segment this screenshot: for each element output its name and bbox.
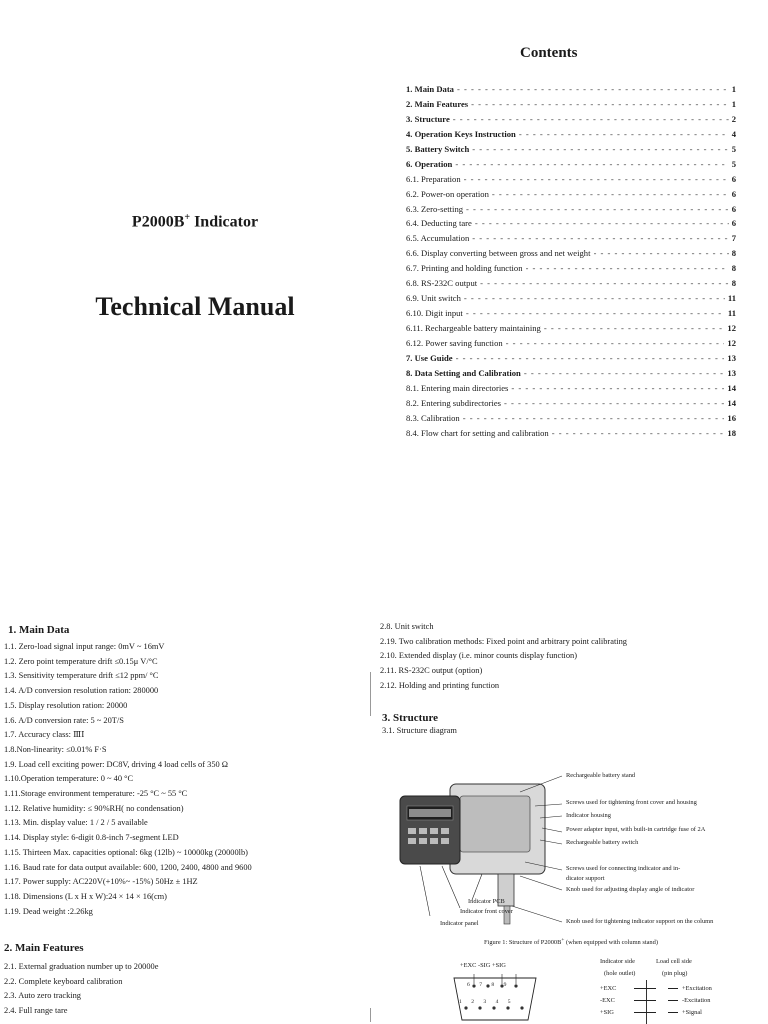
toc-entry	[406, 291, 736, 306]
toc-entry	[406, 187, 736, 202]
toc-entry-page: 18	[727, 427, 736, 438]
main-data-item: 1.10.Operation temperature: 0 ~ 40 °C	[4, 774, 134, 784]
wire-line	[634, 988, 656, 989]
toc-entry	[406, 411, 736, 426]
main-data-item: 1.2. Zero point temperature drift ≤0.15μ V/°C	[4, 656, 158, 666]
connector-diagram	[450, 972, 540, 1024]
main-data-item: 1.4. A/D conversion resolution ration: 280000	[4, 686, 159, 696]
callout-tightening-knob: Knob used for tightening indicator support on the column	[566, 918, 714, 925]
toc-entry	[406, 97, 736, 112]
main-feature-item: 2.4. Full range tare	[4, 1006, 68, 1016]
toc-leader	[506, 336, 725, 351]
wire-line	[634, 1012, 656, 1013]
toc-entry-page: 4	[731, 128, 736, 139]
toc-entry	[406, 351, 736, 366]
toc-entry	[406, 246, 736, 261]
structure-sub-heading: 3.1. Structure diagram	[382, 725, 457, 735]
toc-entry-title: 8.1. Entering main directories	[406, 382, 509, 393]
toc-entry-title: 6. Operation	[406, 158, 453, 169]
toc-entry-title: 6.3. Zero-setting	[406, 203, 464, 214]
toc-entry	[406, 82, 736, 97]
toc-entry-page: 14	[727, 382, 736, 393]
feature-item: 2.12. Holding and printing function	[380, 680, 500, 690]
toc-entry-title: 8.3. Calibration	[406, 412, 460, 423]
toc-entry-title: 8.4. Flow chart for setting and calibration	[406, 427, 549, 438]
toc-entry-page: 11	[727, 308, 736, 319]
callout-support-screws-2: dicator support	[566, 875, 605, 882]
main-data-list	[4, 640, 364, 919]
wire-line	[668, 988, 678, 989]
toc-entry-title: 7. Use Guide	[406, 352, 453, 363]
main-features-section	[4, 942, 364, 1019]
main-data-item: 1.18. Dimensions (L x H x W):24 × 14 × 16(cm)	[4, 891, 167, 901]
wire-row	[600, 982, 760, 994]
toc-entry-page: 2	[731, 113, 736, 124]
toc-entry-title: 8.2. Entering subdirectories	[406, 397, 501, 408]
main-features-heading: 2. Main Features	[4, 942, 84, 954]
toc-entry-title: 6.10. Digit input	[406, 308, 463, 319]
wire-row	[600, 994, 760, 1006]
toc-entry-title: 6.9. Unit switch	[406, 293, 461, 304]
feature-item: 2.11. RS-232C output (option)	[380, 666, 483, 676]
cover-model: P2000B	[131, 213, 185, 231]
main-data-item: 1.9. Load cell exciting power: DC8V, driving 4 load cells of 350 Ω	[4, 759, 229, 769]
label-indicator-pcb: Indicator PCB	[468, 898, 505, 905]
callout-support-screws: Screws used for connecting indicator and in-	[566, 865, 681, 872]
main-data-item: 1.14. Display style: 6-digit 0.8-inch 7-segment LED	[4, 833, 179, 843]
toc-leader	[457, 82, 729, 97]
wire-loadcell-side: +Excitation	[682, 984, 712, 992]
main-data-item: 1.1. Zero-load signal input range: 0mV ~ 16mV	[4, 642, 165, 651]
structure-heading: 3. Structure	[382, 711, 439, 724]
toc-leader	[504, 396, 724, 411]
features-continued-list	[380, 620, 760, 694]
table-head-loadcell: Load cell side	[656, 958, 692, 965]
toc-leader	[464, 172, 729, 187]
wire-table	[600, 982, 760, 1018]
toc-leader	[526, 261, 729, 276]
toc-leader	[471, 97, 729, 112]
main-data-item: 1.7. Accuracy class: ⅢⅠ	[4, 730, 85, 740]
toc-entry-page: 16	[727, 412, 736, 423]
main-data-item: 1.12. Relative humidity: ≤ 90%RH( no condensation)	[4, 803, 184, 813]
toc-leader	[472, 231, 728, 246]
toc-entry	[406, 216, 736, 231]
toc-entry-page: 5	[731, 158, 736, 169]
toc-leader	[466, 306, 725, 321]
toc-leader	[492, 187, 729, 202]
toc-entry	[406, 261, 736, 276]
toc-entry-title: 4. Operation Keys Instruction	[406, 128, 516, 139]
main-data-item: 1.19. Dead weight :2.26kg	[4, 906, 93, 916]
connector-pins-bottom: 1 2 3 4 5	[459, 999, 511, 1005]
toc-entry-title: 5. Battery Switch	[406, 143, 470, 154]
toc-entry	[406, 336, 736, 351]
cover-model-sup: +	[184, 212, 191, 223]
column-divider	[370, 672, 371, 716]
main-feature-item: 2.2. Complete keyboard calibration	[4, 976, 123, 986]
label-front-cover: Indicator front cover	[460, 908, 513, 915]
toc-entry-page: 12	[727, 337, 736, 348]
toc-entry-page: 11	[727, 293, 736, 304]
main-features-list	[4, 960, 364, 1019]
feature-item: 2.8. Unit switch	[380, 622, 434, 631]
toc-leader	[511, 381, 724, 396]
toc-entry-title: 6.12. Power saving function	[406, 337, 503, 348]
cover-model-suffix: Indicator	[190, 213, 259, 231]
toc-entry	[406, 366, 736, 381]
toc-entry-page: 6	[731, 173, 736, 184]
connector-pins-top: 6 7 8 9	[467, 982, 507, 988]
callout-power-adapter: Power adapter input, with built-in cartridge fuse of 2A	[566, 826, 706, 833]
cover-title: Technical Manual	[95, 292, 295, 321]
features-continued	[380, 620, 760, 738]
toc-entry-page: 7	[731, 233, 736, 244]
toc-leader	[463, 411, 725, 426]
main-data-item: 1.5. Display resolution ration: 20000	[4, 700, 128, 710]
toc-entry	[406, 276, 736, 291]
toc-entry-page: 6	[731, 218, 736, 229]
main-data-item: 1.3. Sensitivity temperature drift ≤12 ppm/ °C	[4, 671, 159, 681]
toc-entry-title: 8. Data Setting and Calibration	[406, 367, 521, 378]
table-head-indicator-sub: (hole outlet)	[604, 970, 636, 977]
table-head-loadcell-sub: (pin plug)	[662, 970, 688, 977]
wire-indicator-side: -EXC	[600, 996, 615, 1004]
callout-angle-knob: Knob used for adjusting display angle of indicator	[566, 886, 695, 893]
toc-leader	[453, 112, 729, 127]
cover-model-title	[60, 212, 330, 231]
toc-entry-title: 6.7. Printing and holding function	[406, 263, 523, 274]
callout-battery-switch: Rechargeable battery switch	[566, 839, 639, 846]
toc-leader	[475, 216, 729, 231]
toc-entry-title: 3. Structure	[406, 113, 450, 124]
toc-entry-page: 8	[731, 263, 736, 274]
toc-entry-page: 6	[731, 203, 736, 214]
toc-entry	[406, 381, 736, 396]
toc-leader	[524, 366, 725, 381]
callout-front-cover-screws: Screws used for tightening front cover and housing	[566, 799, 697, 806]
main-data-item: 1.6. A/D conversion rate: 5 ~ 20T/S	[4, 715, 124, 725]
toc-leader	[552, 426, 725, 441]
toc-entry-page: 5	[731, 143, 736, 154]
main-data-item: 1.13. Min. display value: 1 / 2 / 5 available	[4, 818, 148, 828]
toc-entry	[406, 202, 736, 217]
main-data-item: 1.11.Storage environment temperature: -25 °C ~ 55 °C	[4, 789, 188, 799]
structure-diagram	[380, 766, 765, 926]
toc-entry	[406, 396, 736, 411]
toc-entry-page: 1	[731, 98, 736, 109]
main-data-heading: 1. Main Data	[8, 624, 70, 636]
wire-indicator-side: +SIG	[600, 1008, 614, 1016]
contents-heading: Contents	[520, 45, 578, 61]
toc-entry-title: 2. Main Features	[406, 98, 469, 109]
wire-loadcell-side: +Signal	[682, 1008, 702, 1016]
toc-entry-page: 1	[731, 84, 736, 94]
toc-leader	[466, 202, 729, 217]
column-divider	[370, 1008, 371, 1022]
main-data-item: 1.16. Baud rate for data output available: 600, 1200, 2400, 4800 and 9600	[4, 862, 252, 872]
toc-entry-title: 6.1. Preparation	[406, 173, 461, 184]
connector-top-labels: +EXC -SIG +SIG	[460, 962, 506, 969]
toc-leader	[544, 321, 725, 336]
toc-entry-title: 6.4. Deducting tare	[406, 218, 472, 229]
wire-indicator-side: +EXC	[600, 984, 617, 992]
wire-line	[634, 1000, 656, 1001]
main-feature-item: 2.1. External graduation number up to 20000e	[4, 962, 159, 971]
toc-entry	[406, 306, 736, 321]
figure-caption: Figure 1: Structure of P2000B+ (when equipped with column stand)	[484, 937, 658, 947]
toc-entry-title: 6.8. RS-232C output	[406, 278, 478, 289]
toc-entry	[406, 127, 736, 142]
toc-entry-page: 8	[731, 248, 736, 259]
toc-entry-page: 8	[731, 278, 736, 289]
toc-entry	[406, 172, 736, 187]
toc-entry-page: 13	[727, 352, 736, 363]
toc-entry	[406, 157, 736, 172]
toc-entry-title: 6.2. Power-on operation	[406, 188, 489, 199]
feature-item: 2.10. Extended display (i.e. minor counts display function)	[380, 651, 578, 661]
main-data-section	[4, 624, 364, 919]
toc-entry-title: 1. Main Data	[406, 84, 454, 94]
toc-entry	[406, 112, 736, 127]
toc-leader	[480, 276, 729, 291]
main-data-item: 1.17. Power supply: AC220V(+10%~ -15%) 50Hz ± 1HZ	[4, 877, 198, 887]
table-head-indicator: Indicator side	[600, 958, 635, 965]
toc-leader	[464, 291, 725, 306]
toc-entry-title: 6.6. Display converting between gross and net weight	[406, 248, 591, 259]
toc-entry	[406, 321, 736, 336]
toc-entry	[406, 142, 736, 157]
toc-entry	[406, 231, 736, 246]
wire-loadcell-side: -Excitation	[682, 996, 711, 1004]
toc-entry	[406, 426, 736, 441]
toc-leader	[594, 246, 729, 261]
main-data-item: 1.8.Non-linearity: ≤0.01% F·S	[4, 744, 107, 754]
feature-item: 2.19. Two calibration methods: Fixed point and arbitrary point calibrating	[380, 636, 627, 646]
toc-leader	[472, 142, 728, 157]
toc-entry-page: 12	[727, 323, 736, 333]
wire-line	[668, 1012, 678, 1013]
main-feature-item: 2.3. Auto zero tracking	[4, 991, 81, 1001]
contents-list	[406, 82, 736, 441]
toc-entry-page: 13	[727, 367, 736, 378]
toc-leader	[455, 157, 728, 172]
toc-entry-page: 6	[731, 188, 736, 199]
label-indicator-panel: Indicator panel	[440, 920, 479, 927]
toc-leader	[519, 127, 729, 142]
wire-row	[600, 1006, 760, 1018]
wire-line	[668, 1000, 678, 1001]
toc-leader	[456, 351, 725, 366]
callout-battery-stand: Rechargeable battery stand	[566, 772, 636, 779]
main-data-item: 1.15. Thirteen Max. capacities optional: 6kg (12lb) ~ 10000kg (20000lb)	[4, 847, 248, 857]
callout-indicator-housing: Indicator housing	[566, 812, 611, 819]
toc-entry-title: 6.5. Accumulation	[406, 233, 470, 244]
toc-entry-page: 14	[727, 397, 736, 408]
toc-entry-title: 6.11. Rechargeable battery maintaining	[406, 323, 541, 333]
